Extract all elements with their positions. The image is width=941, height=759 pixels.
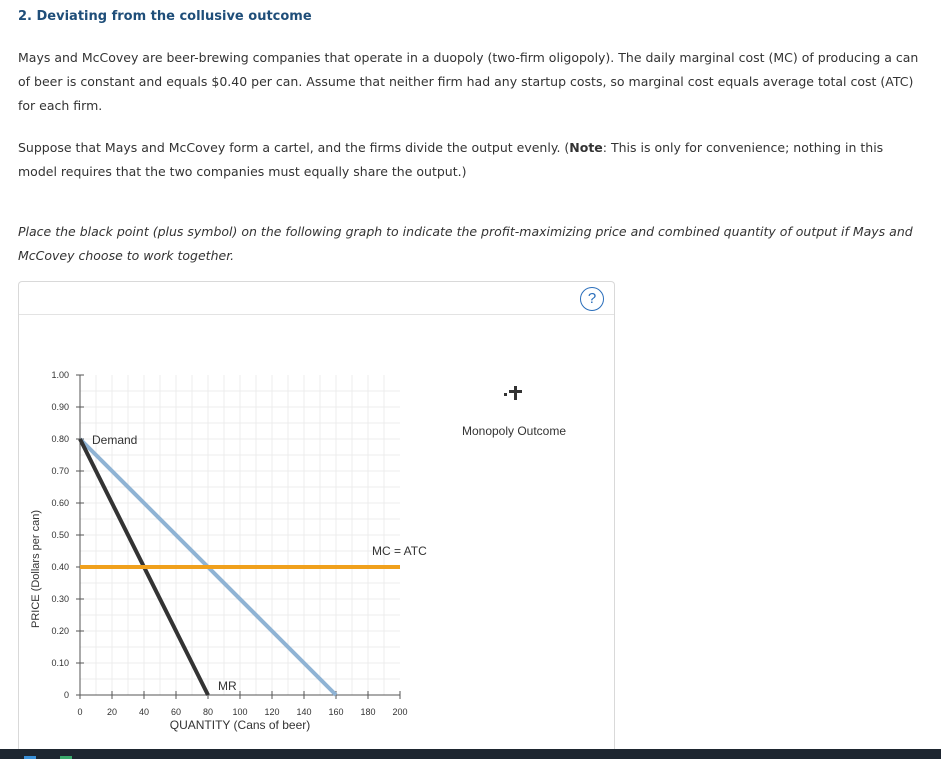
paragraph-2-text-end: : This is only for convenience; nothing in this model requires that the two companies must equally share the output.) [18,140,884,179]
monopoly-outcome-label: Monopoly Outcome [461,424,567,438]
x-tick-label: 180 [360,707,376,717]
y-axis-title: PRICE (Dollars per can) [30,510,42,628]
x-tick-label: 20 [106,707,118,717]
graph-panel-header [19,282,614,315]
demand-label: Demand [92,433,138,447]
graph-chart [19,314,614,759]
note-label: Note [569,140,603,155]
x-tick-label: 120 [264,707,280,717]
x-tick-label: 40 [138,707,150,717]
question-title: 2. Deviating from the collusive outcome [18,9,312,24]
y-tick-label: 0.30 [51,594,69,604]
x-tick-label: 140 [296,707,312,717]
mc-atc-label: MC = ATC [372,544,427,558]
x-tick-label: 60 [170,707,182,717]
y-tick-label: 0 [63,690,69,700]
question-circle-icon: ? [587,290,597,307]
x-tick-label: 200 [392,707,408,717]
y-tick-label: 0.20 [51,626,69,636]
x-axis-title: QUANTITY (Cans of beer) [169,718,311,732]
y-tick-label: 0.90 [51,402,69,412]
y-tick-label: 0.80 [51,434,69,444]
graph-panel [18,281,615,759]
black-plus-icon[interactable] [504,386,522,400]
help-button[interactable] [580,287,604,311]
chart-axes [51,370,407,717]
question-paragraph-1: Mays and McCovey are beer-brewing companies that operate in a duopoly (two-firm oligopoly). The daily marginal cost (MC) of producing a can of beer is constant and equals $0.40 per can. Assume that neither firm had any startup costs, so marginal cost equals average total cost (ATC) for each firm. [18,50,919,113]
question-paragraph-2 [18,136,923,184]
taskbar [0,749,941,759]
monopoly-outcome-tool[interactable] [462,386,566,438]
mr-label: MR [218,679,237,693]
y-tick-label: 0.10 [51,658,69,668]
y-tick-label: 1.00 [51,370,69,380]
graph-instruction: Place the black point (plus symbol) on the following graph to indicate the profit-maximizing price and combined quantity of output if Mays and McCovey choose to work together. [18,224,913,263]
x-tick-label: 100 [232,707,248,717]
paragraph-2-text-start: Suppose that Mays and McCovey form a cartel, and the firms divide the output evenly. ( [18,140,570,155]
y-tick-label: 0.60 [51,498,69,508]
y-tick-label: 0.40 [51,562,69,572]
y-tick-label: 0.70 [51,466,69,476]
x-tick-label: 160 [328,707,344,717]
y-tick-label: 0.50 [51,530,69,540]
x-tick-label: 0 [77,707,83,717]
x-tick-label: 80 [202,707,214,717]
